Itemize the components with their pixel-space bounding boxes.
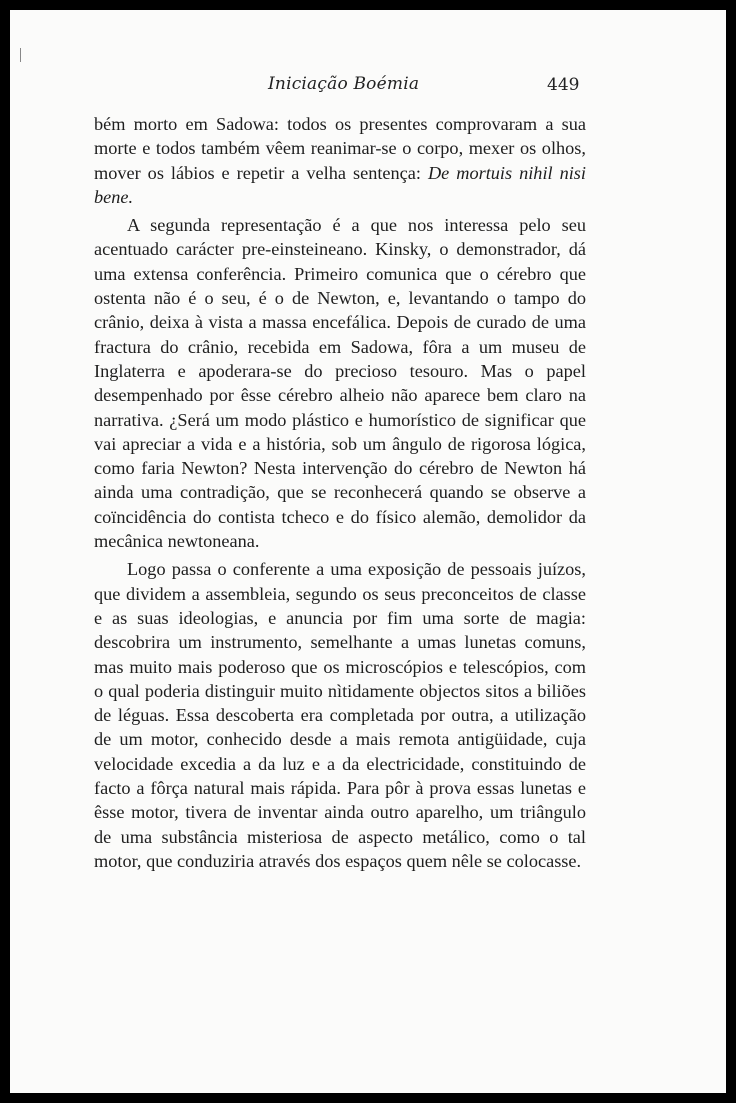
body-text (94, 112, 586, 877)
paragraph-1-text: bém morto em Sadowa: todos os presentes comprovaram a sua morte e todos também vêem reanimar-se o corpo, mexer os olhos, mover os lábios e repetir a velha sentença: (94, 114, 586, 183)
paragraph-3: Logo passa o conferente a uma exposição de pessoais juízos, que dividem a assembleia, segundo os seus preconceitos de classe e as suas ideologias, e anuncia por fim uma sorte de magia: descobrira um instrumento, semelhante a umas lunetas comuns, mas muito mais poderoso que os microscópios e telescópios, com o qual poderia distinguir muito nìtidamente objectos sitos a biliões de léguas. Essa descoberta era completada por outra, a utilização de um motor, conhecido desde a mais remota antigüidade, cuja velocidade excedia a da luz e a da electricidade, constituindo de facto a fôrça natural mais rápida. Para pôr à prova essas lunetas e êsse motor, tivera de inventar ainda outro aparelho, um triângulo de uma substância misteriosa de aspecto metálico, como o tal motor, que conduziria através dos espaços quem nêle se colocasse. (94, 559, 586, 871)
paragraph-2: A segunda representação é a que nos interessa pelo seu acentuado carácter pre-einsteineano. Kinsky, o demonstrador, dá uma extensa conferência. Primeiro comunica que o cérebro que ostenta não é o seu, é o de Newton, e, levantando o tampo do crânio, deixa à vista a massa encefálica. Depois de curado de uma fractura do crânio, recebida em Sadowa, fôra a um museu de Inglaterra e apoderara-se do precioso tesouro. Mas o papel desempenhado por êsse cérebro alheio não aparece bem claro na narrativa. ¿Será um modo plástico e humorístico de significar que vai apreciar a vida e a história, sob um ângulo de rigorosa lógica, como faria Newton? Nesta intervenção do cérebro de Newton há ainda uma contradição, que se reconhecerá quando se observe a coïncidência do contista tcheco e do físico alemão, demolidor da mecânica newtoneana. (94, 215, 586, 552)
latin-quote: De mortuis nihil nisi bene. (94, 162, 586, 207)
paragraph-1 (94, 112, 586, 209)
book-page (10, 10, 726, 1093)
margin-mark (20, 48, 21, 62)
page-header (10, 74, 726, 98)
page-number: 449 (547, 75, 580, 95)
running-title: Iniciação Boémia (268, 74, 420, 94)
